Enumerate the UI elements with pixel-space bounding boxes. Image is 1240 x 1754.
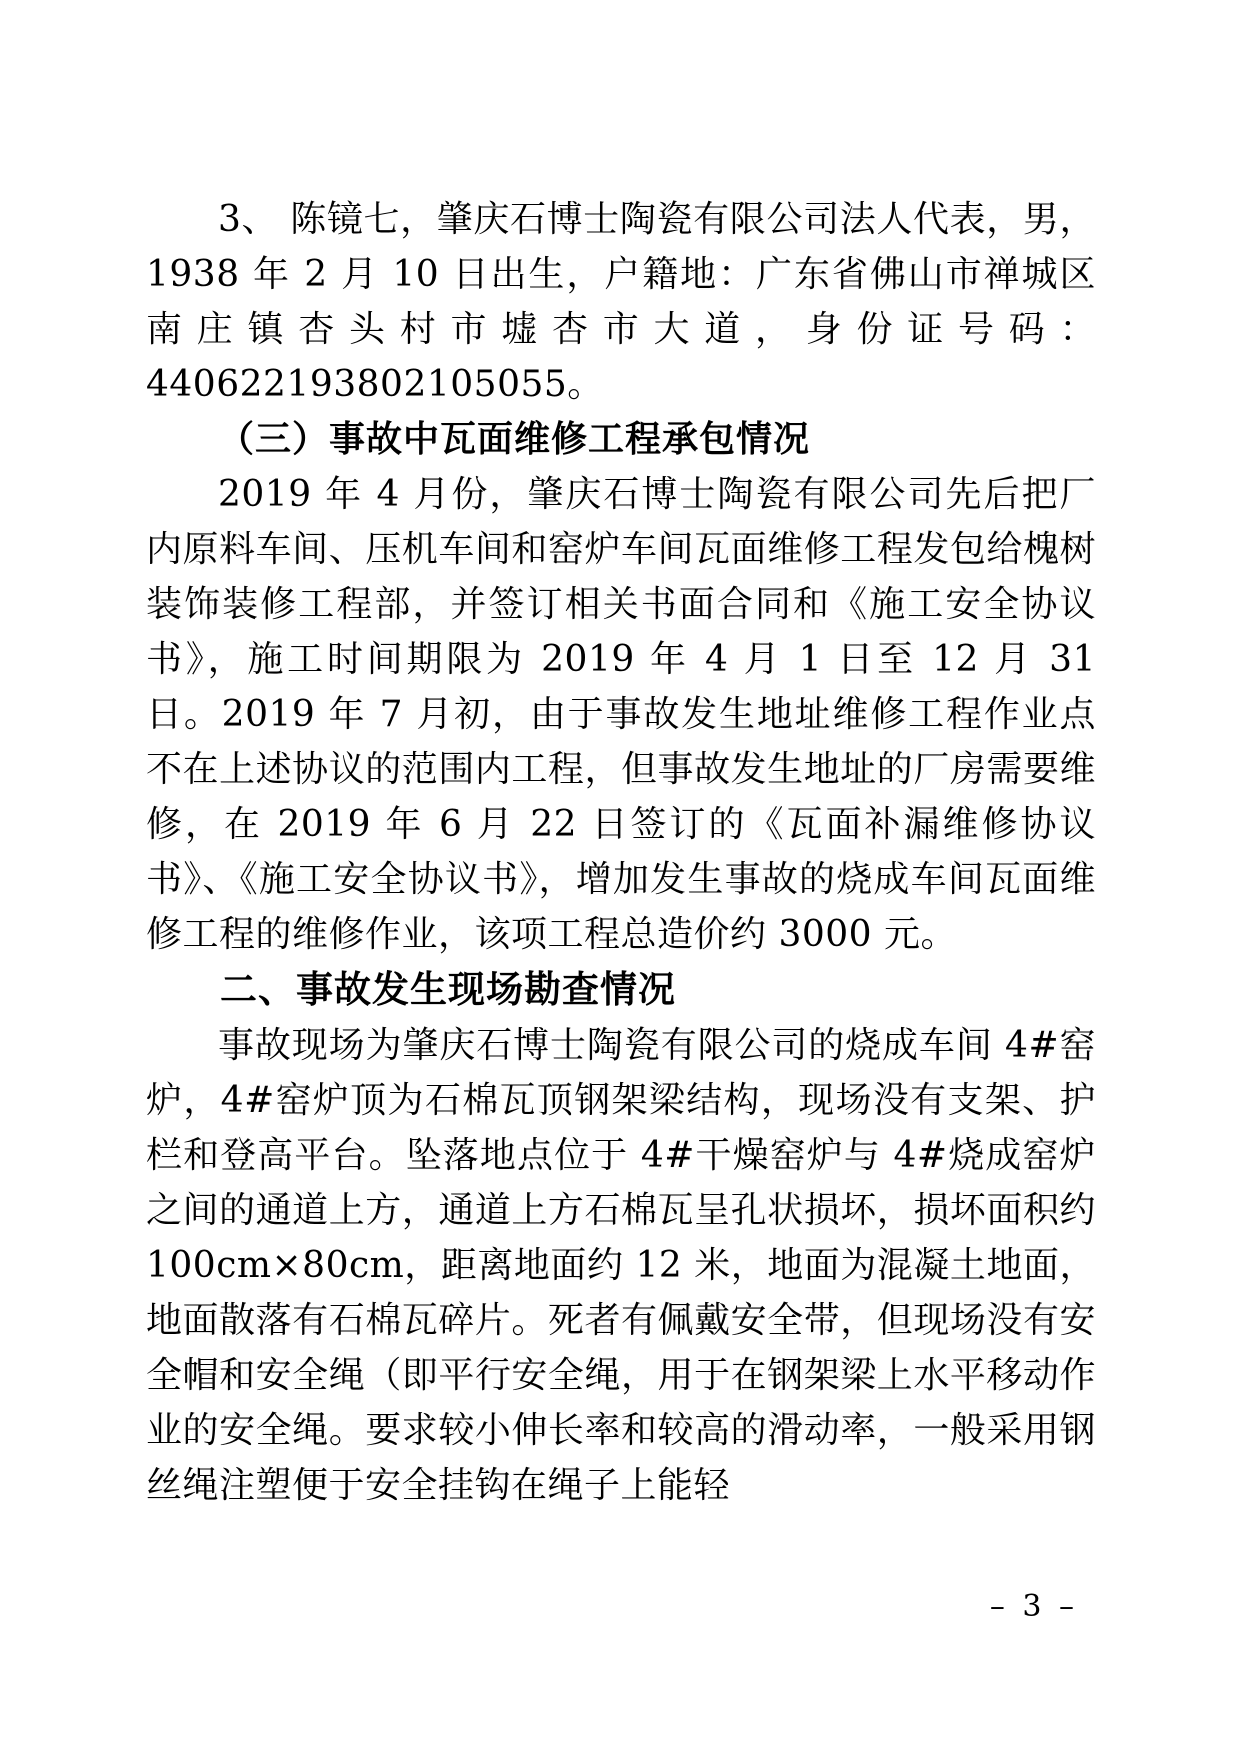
paragraph-contract-situation: 2019 年 4 月份，肇庆石博士陶瓷有限公司先后把厂内原料车间、压机车间和窑炉车间瓦面维修工程发包给槐树装饰装修工程部，并签订相关书面合同和《施工安全协议书》，施工时间期限为 2019 年 4 月 1 日至 12 月 31 日。2019 年 7 月初，由于事故发生地址维修工程作业点不在上述协议的范围内工程，但事故发生地址的厂房需要维修，在 2019 年 6 月 22 日签订的《瓦面补漏维修协议书》、《施工安全协议书》，增加发生事故的烧成车间瓦面维修工程的维修作业，该项工程总造价约 3000 元。	[146, 474, 1096, 955]
document-body	[146, 192, 1096, 1513]
section-heading-two: 二、事故发生现场勘查情况	[220, 968, 676, 1011]
page-number: – 3 –	[989, 1589, 1078, 1624]
paragraph-person-item-3: 3、 陈镜七，肇庆石博士陶瓷有限公司法人代表，男，1938 年 2 月 10 日出生，户籍地：广东省佛山市禅城区南庄镇杏头村市墟杏市大道，身份证号码：440622193802105055。	[146, 199, 1096, 405]
section-heading-three: （三）事故中瓦面维修工程承包情况	[218, 418, 811, 460]
paragraph-scene-survey: 事故现场为肇庆石博士陶瓷有限公司的烧成车间 4#窑炉，4#窑炉顶为石棉瓦顶钢架梁结构，现场没有支架、护栏和登高平台。坠落地点位于 4#干燥窑炉与 4#烧成窑炉之间的通道上方，通道上方石棉瓦呈孔状损坏，损坏面积约 100cm×80cm，距离地面约 12 米，地面为混凝土地面，地面散落有石棉瓦碎片。死者有佩戴安全带，但现场没有安全帽和安全绳（即平行安全绳，用于在钢架梁上水平移动作业的安全绳。要求较小伸长率和较高的滑动率，一般采用钢丝绳注塑便于安全挂钩在绳子上能轻	[146, 1025, 1096, 1506]
